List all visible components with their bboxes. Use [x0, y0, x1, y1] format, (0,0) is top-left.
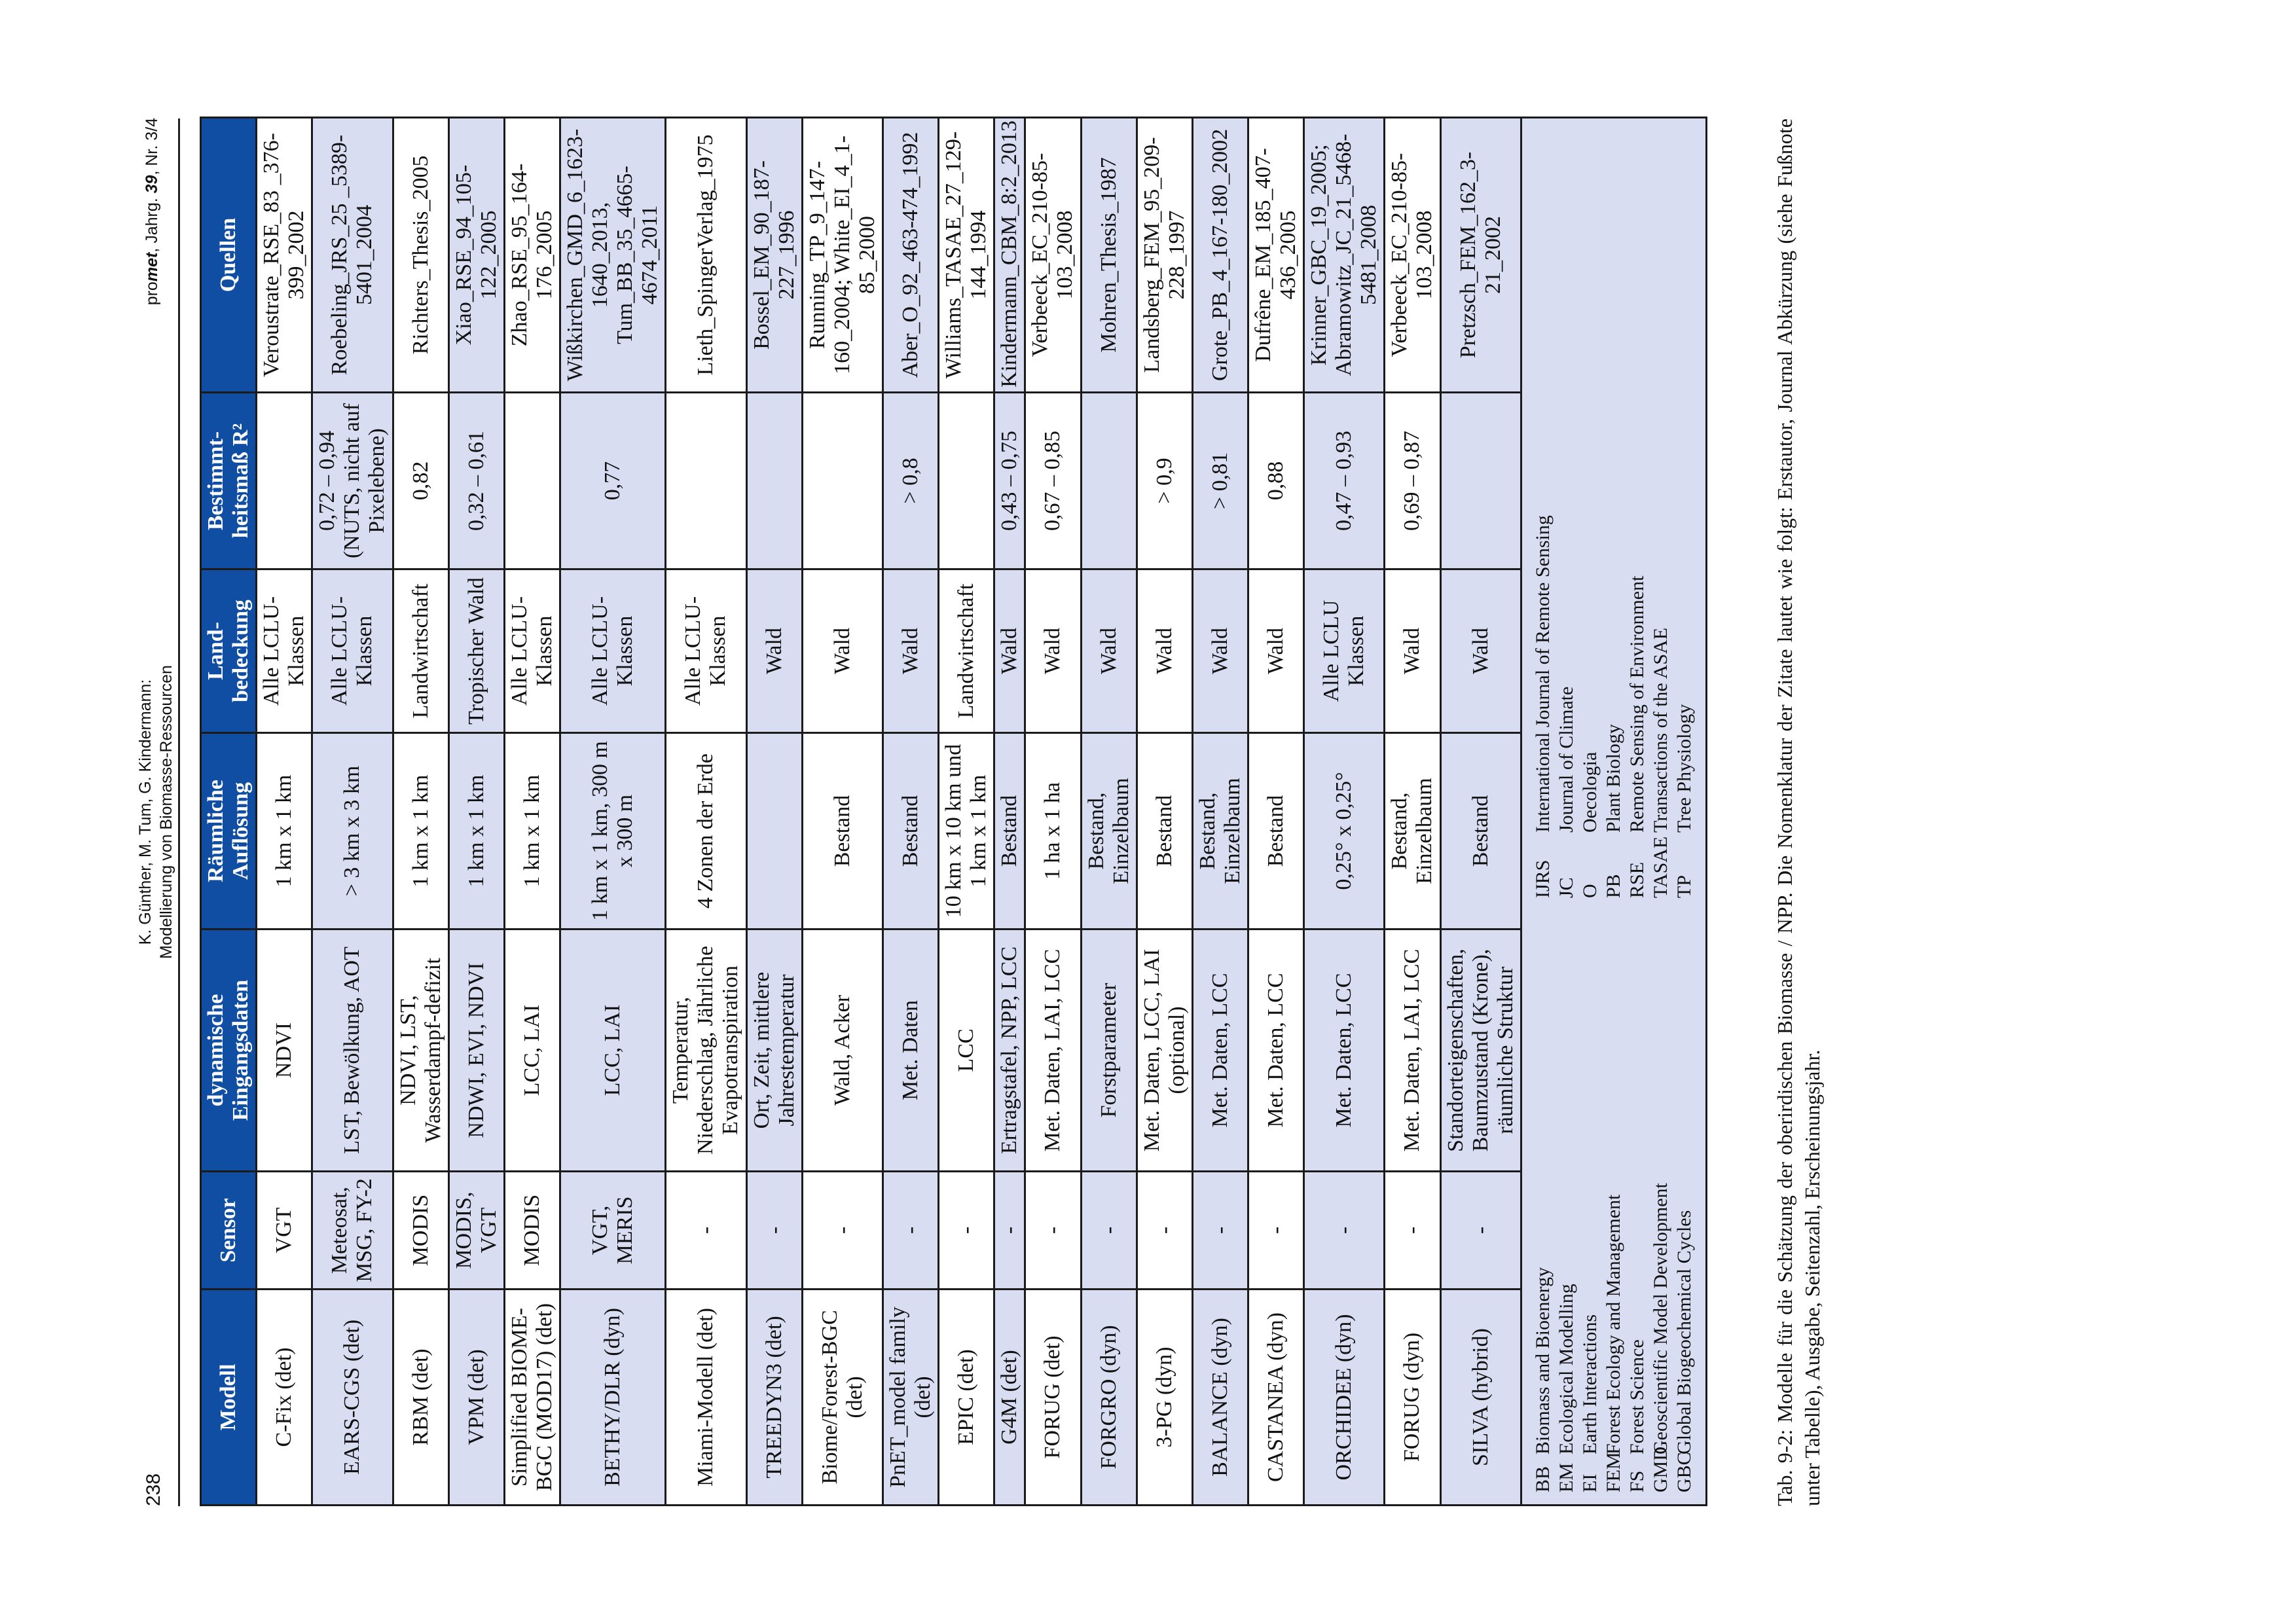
r2-cell: 0,88 — [1248, 393, 1303, 569]
sensor-cell: - — [994, 1172, 1025, 1290]
abbreviation-column — [1531, 833, 1696, 898]
sources-cell: Pretzsch_FEM_162_3-21_2002 — [1440, 118, 1521, 393]
resolution-cell: 1 km x 1 km — [257, 733, 312, 929]
model-cell: Miami-Modell (det) — [666, 1290, 746, 1506]
table-row — [666, 118, 746, 1506]
input-data-cell: LCC, LAI — [504, 929, 560, 1172]
r2-cell: > 0,8 — [883, 393, 938, 569]
model-cell: C-Fix (det) — [257, 1290, 312, 1506]
column-header: dynamische Eingangsdaten — [201, 929, 257, 1172]
abbreviation-name: Biomass and Bioenergy — [1531, 1267, 1554, 1454]
table-header-row — [201, 118, 257, 1506]
resolution-cell: 0,25° x 0,25° — [1304, 733, 1385, 929]
model-cell: Biome/Forest-BGC (det) — [802, 1290, 883, 1506]
model-cell: VPM (det) — [448, 1290, 504, 1506]
table-caption: Tab. 9-2: Modelle für die Schätzung der oberirdischen Biomasse / NPP. Die Nomenklatur der Zitate lautet wie folgt: Erstautor, Journal Abkürzung (siehe Fußnote unter Tabelle), Ausgabe, Seitenzahl, Erscheinungsjahr. — [1773, 118, 1825, 1506]
land-cover-cell: Wald — [994, 569, 1025, 733]
r2-cell: 0,69 – 0,87 — [1385, 393, 1440, 569]
resolution-cell: 1 km x 1 km — [393, 733, 448, 929]
abbreviation-code: GBC — [1673, 1452, 1695, 1492]
sources-cell: Zhao_RSE_95_164-176_2005 — [504, 118, 560, 393]
abbreviation-name: Earth Interactions — [1578, 1314, 1601, 1454]
r2-cell: > 0,81 — [1192, 393, 1248, 569]
abbreviation-name: Ecological Modelling — [1555, 1284, 1577, 1454]
resolution-cell: Bestand — [802, 733, 883, 929]
sources-cell: Lieth_SpingerVerlag_1975 — [666, 118, 746, 393]
table-row — [1137, 118, 1192, 1506]
table-row — [1025, 118, 1081, 1506]
input-data-cell: Met. Daten, LCC, LAI (optional) — [1137, 929, 1192, 1172]
table-row — [312, 118, 393, 1506]
table-row — [1440, 118, 1521, 1506]
running-header-title: Modellierung von Biomasse-Ressourcen — [157, 665, 175, 959]
journal-suffix: , Jahrg. — [143, 198, 161, 253]
land-cover-cell: Wald — [1385, 569, 1440, 733]
sources-cell: Aber_O_92_463-474_1992 — [883, 118, 938, 393]
r2-cell: 0,67 – 0,85 — [1025, 393, 1081, 569]
land-cover-cell: Wald — [1081, 569, 1137, 733]
land-cover-cell: Wald — [1192, 569, 1248, 733]
column-header: Land-bedeckung — [201, 569, 257, 733]
land-cover-cell: Wald — [1440, 569, 1521, 733]
resolution-cell: 1 km x 1 km — [448, 733, 504, 929]
r2-cell — [1440, 393, 1521, 569]
abbreviation-code: FS — [1626, 1470, 1648, 1492]
abbreviation-column — [1531, 1088, 1696, 1454]
r2-cell: 0,32 – 0,61 — [448, 393, 504, 569]
abbreviation-name: Forest Ecology and Management — [1602, 1194, 1624, 1454]
sensor-cell: Meteosat, MSG, FY-2 — [312, 1172, 393, 1290]
resolution-cell: 10 km x 10 km und 1 km x 1 km — [939, 733, 994, 929]
journal-issue: , Nr. 3/4 — [143, 118, 161, 175]
table-row — [393, 118, 448, 1506]
sources-cell: Mohren_Thesis_1987 — [1081, 118, 1137, 393]
sources-cell: Krinner_GBC_19_2005; Abramowitz_JC_21_5468-5481_2008 — [1304, 118, 1385, 393]
land-cover-cell: Alle LCLU-Klassen — [312, 569, 393, 733]
resolution-cell: > 3 km x 3 km — [312, 733, 393, 929]
sources-cell: Landsberg_FEM_95_209-228_1997 — [1137, 118, 1192, 393]
land-cover-cell: Alle LCLU-Klassen — [666, 569, 746, 733]
sensor-cell: - — [1137, 1172, 1192, 1290]
land-cover-cell: Alle LCLU-Klassen — [504, 569, 560, 733]
land-cover-cell: Alle LCLU-Klassen — [560, 569, 666, 733]
r2-cell: > 0,9 — [1137, 393, 1192, 569]
abbreviation-name: Transactions of the ASAE — [1649, 627, 1671, 833]
table-row — [257, 118, 312, 1506]
table-row — [994, 118, 1025, 1506]
sensor-cell: - — [939, 1172, 994, 1290]
table-row — [802, 118, 883, 1506]
land-cover-cell: Landwirtschaft — [939, 569, 994, 733]
sensor-cell: - — [883, 1172, 938, 1290]
input-data-cell: Met. Daten — [883, 929, 938, 1172]
resolution-cell — [746, 733, 802, 929]
resolution-cell: 4 Zonen der Erde — [666, 733, 746, 929]
resolution-cell: Bestand — [1137, 733, 1192, 929]
resolution-cell: 1 km x 1 km, 300 m x 300 m — [560, 733, 666, 929]
sensor-cell: MODIS — [504, 1172, 560, 1290]
input-data-cell: Met. Daten, LAI, LCC — [1385, 929, 1440, 1172]
journal-name: met — [143, 252, 161, 282]
sensor-cell: - — [1081, 1172, 1137, 1290]
r2-cell: 0,47 – 0,93 — [1304, 393, 1385, 569]
input-data-cell: Wald, Acker — [802, 929, 883, 1172]
r2-cell: 0,82 — [393, 393, 448, 569]
resolution-cell: Bestand, Einzelbaum — [1192, 733, 1248, 929]
sources-cell: Veroustrate_RSE_83 _376-399_2002 — [257, 118, 312, 393]
sensor-cell: VGT — [257, 1172, 312, 1290]
journal-reference — [143, 118, 162, 305]
sensor-cell: VGT, MERIS — [560, 1172, 666, 1290]
model-cell: EARS-CGS (det) — [312, 1290, 393, 1506]
r2-cell: 0,77 — [560, 393, 666, 569]
input-data-cell: LST, Bewölkung, AOT — [312, 929, 393, 1172]
abbreviation-code: JC — [1555, 877, 1577, 898]
sensor-cell: MODIS, VGT — [448, 1172, 504, 1290]
land-cover-cell: Wald — [746, 569, 802, 733]
model-cell: ORCHIDEE (dyn) — [1304, 1290, 1385, 1506]
model-cell: SILVA (hybrid) — [1440, 1290, 1521, 1506]
input-data-cell: Met. Daten, LCC — [1192, 929, 1248, 1172]
resolution-cell: Bestand — [883, 733, 938, 929]
land-cover-cell: Landwirtschaft — [393, 569, 448, 733]
abbreviation-name: Forest Science — [1626, 1339, 1648, 1454]
resolution-cell: 1 km x 1 km — [504, 733, 560, 929]
input-data-cell: Standorteigenschaften, Baumzustand (Krone), räumliche Struktur — [1440, 929, 1521, 1172]
page-number: 238 — [143, 1473, 164, 1506]
abbreviation-code: IJRS — [1531, 859, 1554, 898]
sensor-cell: - — [1385, 1172, 1440, 1290]
r2-cell: 0,43 – 0,75 — [994, 393, 1025, 569]
abbreviation-code: EM — [1555, 1463, 1577, 1492]
sources-cell: Kindermann_CBM_8:2_2013 — [994, 118, 1025, 393]
model-cell: Simplified BIOME-BGC (MOD17) (det) — [504, 1290, 560, 1506]
model-cell: FORGRO (dyn) — [1081, 1290, 1137, 1506]
r2-cell: 0,72 – 0,94 (NUTS, nicht auf Pixelebene) — [312, 393, 393, 569]
sources-cell: Dufrêne_EM_185_407-436_2005 — [1248, 118, 1303, 393]
abbreviation-code: FEM — [1602, 1452, 1624, 1492]
sensor-cell: - — [1304, 1172, 1385, 1290]
land-cover-cell: Wald — [883, 569, 938, 733]
table-row — [883, 118, 938, 1506]
table-row — [560, 118, 666, 1506]
land-cover-cell: Wald — [1137, 569, 1192, 733]
input-data-cell: Ertragstafel, NPP, LCC — [994, 929, 1025, 1172]
sensor-cell: - — [1192, 1172, 1248, 1290]
table-row — [746, 118, 802, 1506]
sources-cell: Richters_Thesis_2005 — [393, 118, 448, 393]
input-data-cell: NDVI — [257, 929, 312, 1172]
abbreviation-code: O — [1578, 884, 1601, 898]
r2-cell — [1081, 393, 1137, 569]
sensor-cell: - — [1248, 1172, 1303, 1290]
resolution-cell: Bestand — [1440, 733, 1521, 929]
journal-prefix: pro — [143, 281, 161, 306]
land-cover-cell: Wald — [1248, 569, 1303, 733]
r2-cell — [802, 393, 883, 569]
input-data-cell: Met. Daten, LCC — [1248, 929, 1303, 1172]
sources-cell: Williams_TASAE_27_129-144_1994 — [939, 118, 994, 393]
abbreviation-name: Remote Sensing of Environment — [1626, 575, 1648, 833]
table-row — [1192, 118, 1248, 1506]
abbreviation-name: Plant Biology — [1602, 724, 1624, 833]
input-data-cell: Temperatur, Niederschlag, Jährliche Evapotranspiration — [666, 929, 746, 1172]
abbreviation-column — [1531, 1446, 1696, 1492]
resolution-cell: Bestand — [1248, 733, 1303, 929]
abbreviation-name: Geoscientific Model Development — [1649, 1183, 1671, 1454]
r2-cell — [746, 393, 802, 569]
table-row — [1385, 118, 1440, 1506]
abbreviation-legend-row — [1521, 118, 1706, 1506]
model-cell: TREEDYN3 (det) — [746, 1290, 802, 1506]
sources-cell: Grote_PB_4_167-180_2002 — [1192, 118, 1248, 393]
sensor-cell: MODIS — [393, 1172, 448, 1290]
table-row — [448, 118, 504, 1506]
abbreviation-grid — [1531, 130, 1696, 1492]
input-data-cell: NDVI, LST, Wasserdampf-defizit — [393, 929, 448, 1172]
input-data-cell: LCC — [939, 929, 994, 1172]
land-cover-cell: Alle LCLU-Klassen — [257, 569, 312, 733]
abbreviation-name: Global Biogeochemical Cycles — [1673, 1210, 1695, 1454]
abbreviation-code: GMD — [1649, 1446, 1671, 1492]
sources-cell: Bossel_EM_90_187-227_1996 — [746, 118, 802, 393]
r2-cell — [257, 393, 312, 569]
abbreviation-column — [1531, 515, 1696, 833]
model-cell: 3-PG (dyn) — [1137, 1290, 1192, 1506]
table-row — [1248, 118, 1303, 1506]
model-cell: BETHY/DLR (dyn) — [560, 1290, 666, 1506]
models-table — [200, 117, 1707, 1506]
table-body — [257, 118, 1707, 1506]
running-header-authors: K. Günther, M. Tum, G. Kindermann: — [136, 679, 155, 945]
table-row — [1081, 118, 1137, 1506]
model-cell: FORUG (det) — [1025, 1290, 1081, 1506]
model-cell: BALANCE (dyn) — [1192, 1290, 1248, 1506]
abbreviation-code: TASAE — [1649, 836, 1671, 898]
sources-cell: Wißkirchen_GMD_6_1623-1640_2013, Tum_BB_35_4665-4674_2011 — [560, 118, 666, 393]
sensor-cell: - — [1025, 1172, 1081, 1290]
abbreviation-spacer — [1531, 898, 1696, 1088]
table-row — [1304, 118, 1385, 1506]
resolution-cell: 1 ha x 1 ha — [1025, 733, 1081, 929]
r2-cell — [939, 393, 994, 569]
column-header: Quellen — [201, 118, 257, 393]
journal-volume: 39 — [143, 175, 161, 194]
r2-cell — [666, 393, 746, 569]
abbreviation-code: PB — [1602, 874, 1624, 898]
land-cover-cell: Wald — [802, 569, 883, 733]
abbreviation-name: International Journal of Remote Sensing — [1531, 515, 1554, 833]
r2-cell — [504, 393, 560, 569]
column-header: Bestimmt-heitsmaß R² — [201, 393, 257, 569]
abbreviation-code: EI — [1578, 1473, 1601, 1492]
land-cover-cell: Wald — [1025, 569, 1081, 733]
sensor-cell: - — [1440, 1172, 1521, 1290]
abbreviation-name: Tree Physiology — [1673, 704, 1695, 833]
abbreviation-code: BB — [1531, 1466, 1554, 1492]
input-data-cell: LCC, LAI — [560, 929, 666, 1172]
abbreviation-legend — [1521, 118, 1706, 1506]
input-data-cell: NDWI, EVI, NDVI — [448, 929, 504, 1172]
model-cell: PnET_model family (det) — [883, 1290, 938, 1506]
resolution-cell: Bestand — [994, 733, 1025, 929]
abbreviation-name: Journal of Climate — [1555, 686, 1577, 833]
model-cell: CASTANEA (dyn) — [1248, 1290, 1303, 1506]
table-row — [504, 118, 560, 1506]
sources-cell: Verbeeck_EC_210-85-103_2008 — [1025, 118, 1081, 393]
sources-cell: Xiao_RSE_94_105-122_2005 — [448, 118, 504, 393]
input-data-cell: Met. Daten, LCC — [1304, 929, 1385, 1172]
model-cell: RBM (det) — [393, 1290, 448, 1506]
resolution-cell: Bestand, Einzelbaum — [1081, 733, 1137, 929]
column-header: Sensor — [201, 1172, 257, 1290]
sources-cell: Running_TP_9_147-160_2004; White_EI_4_1-85_2000 — [802, 118, 883, 393]
abbreviation-name: Oecologia — [1578, 751, 1601, 833]
sensor-cell: - — [746, 1172, 802, 1290]
abbreviation-code: TP — [1673, 875, 1695, 898]
abbreviation-code: RSE — [1626, 861, 1648, 898]
sensor-cell: - — [666, 1172, 746, 1290]
column-header: Räumliche Auflösung — [201, 733, 257, 929]
model-cell: G4M (det) — [994, 1290, 1025, 1506]
input-data-cell: Met. Daten, LAI, LCC — [1025, 929, 1081, 1172]
sensor-cell: - — [802, 1172, 883, 1290]
sources-cell: Roebeling_JRS_25 _5389-5401_2004 — [312, 118, 393, 393]
model-cell: FORUG (dyn) — [1385, 1290, 1440, 1506]
sources-cell: Verbeeck_EC_210-85-103_2008 — [1385, 118, 1440, 393]
land-cover-cell: Alle LCLU Klassen — [1304, 569, 1385, 733]
column-header: Modell — [201, 1290, 257, 1506]
resolution-cell: Bestand, Einzelbaum — [1385, 733, 1440, 929]
input-data-cell: Forstparameter — [1081, 929, 1137, 1172]
header-rule — [178, 118, 180, 1506]
table-row — [939, 118, 994, 1506]
input-data-cell: Ort, Zeit, mittlere Jahrestemperatur — [746, 929, 802, 1172]
land-cover-cell: Tropischer Wald — [448, 569, 504, 733]
model-cell: EPIC (det) — [939, 1290, 994, 1506]
